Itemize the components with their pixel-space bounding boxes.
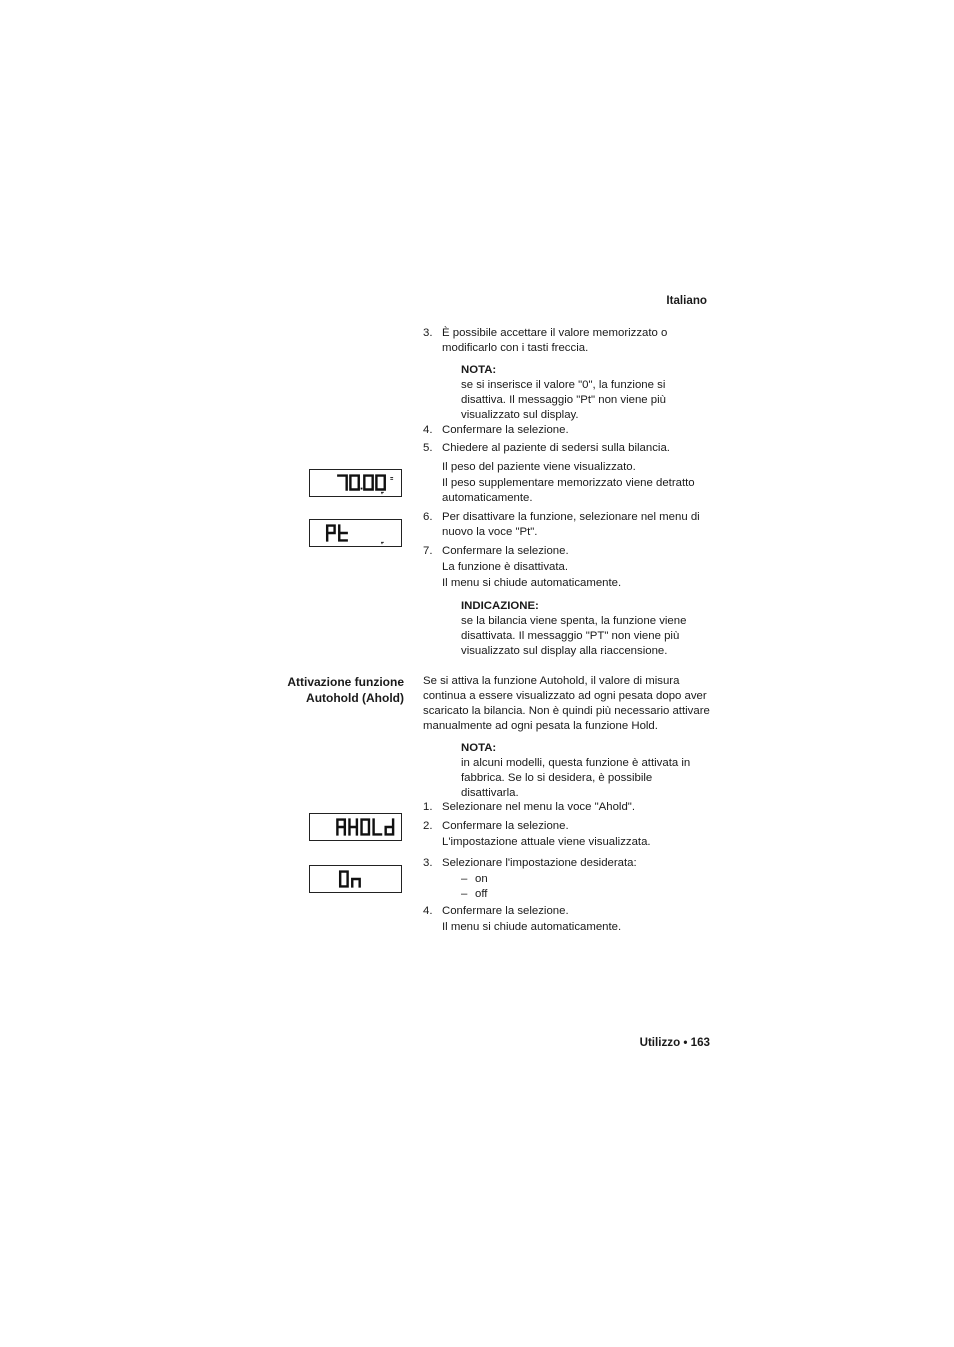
page-header-language: Italiano [666,294,707,307]
step-7: 7. Confermare la selezione. [423,545,569,557]
section-heading: Attivazione funzione Autohold (Ahold) [287,675,404,705]
note-box [461,363,716,423]
autohold-step-3: 3. Selezionare l'impostazione desiderata: [423,857,637,869]
lcd-display-on [309,865,402,893]
indicazione-text: se la bilancia viene spenta, la funzione viene disattivata. Il messaggio "PT" non viene più visualizzato sul display alla riaccensione. [461,615,687,657]
autohold-step-4-result: Il menu si chiude automaticamente. [442,921,622,933]
option-on: – on [461,873,488,885]
lcd-display-ahold [309,813,402,841]
step-6: 6. Per disattivare la funzione, selezionare nel menu di nuovo la voce "Pt". [423,511,700,538]
autohold-step-2: 2. Confermare la selezione. [423,820,569,832]
autohold-step-4: 4. Confermare la selezione. [423,905,569,917]
step-5: 5. Chiedere al paziente di sedersi sulla bilancia. [423,442,670,454]
autohold-step-2-result: L'impostazione attuale viene visualizzata. [442,836,651,848]
indicazione-box [461,599,716,659]
step-7-result-2: Il menu si chiude automaticamente. [442,577,622,589]
nota-text: in alcuni modelli, questa funzione è attivata in fabbrica. Se lo si desidera, è possibile disattivarla. [461,757,691,799]
option-off: – off [461,888,488,900]
autohold-intro: Se si attiva la funzione Autohold, il valore di misura continua a essere visualizzato ad ogni pesata dopo aver scaricato la bilancia. Non è quindi più necessario attivare manualmente ad ogni pesata la funzione Hold. [423,675,710,732]
nota-box-autohold [461,741,716,801]
lcd-display-weight [309,469,402,497]
autohold-step-1: 1. Selezionare nel menu la voce "Ahold". [423,801,635,813]
option-list [461,872,751,902]
step-3: 3. È possibile accettare il valore memorizzato o modificarlo con i tasti freccia. [423,327,668,354]
lcd-display-pt [309,519,402,547]
lcd-ahold-digits [310,814,401,840]
page-footer: Utilizzo • 163 [639,1036,710,1049]
lcd-weight-digits [310,470,401,496]
step-5-result-2: Il peso supplementare memorizzato viene detratto automaticamente. [442,477,695,504]
step-5-result-1: Il peso del paziente viene visualizzato. [442,461,636,473]
lcd-on-digits [310,866,401,892]
step-4: 4. Confermare la selezione. [423,424,569,436]
note-text: se si inserisce il valore "0", la funzione si disattiva. Il messaggio "Pt" non viene più visualizzato sul display. [461,379,667,421]
step-7-result-1: La funzione è disattivata. [442,561,569,573]
note-title: NOTA: [461,364,497,376]
lcd-pt-digits [310,520,401,546]
nota-title: NOTA: [461,742,497,754]
indicazione-title: INDICAZIONE: [461,600,539,612]
